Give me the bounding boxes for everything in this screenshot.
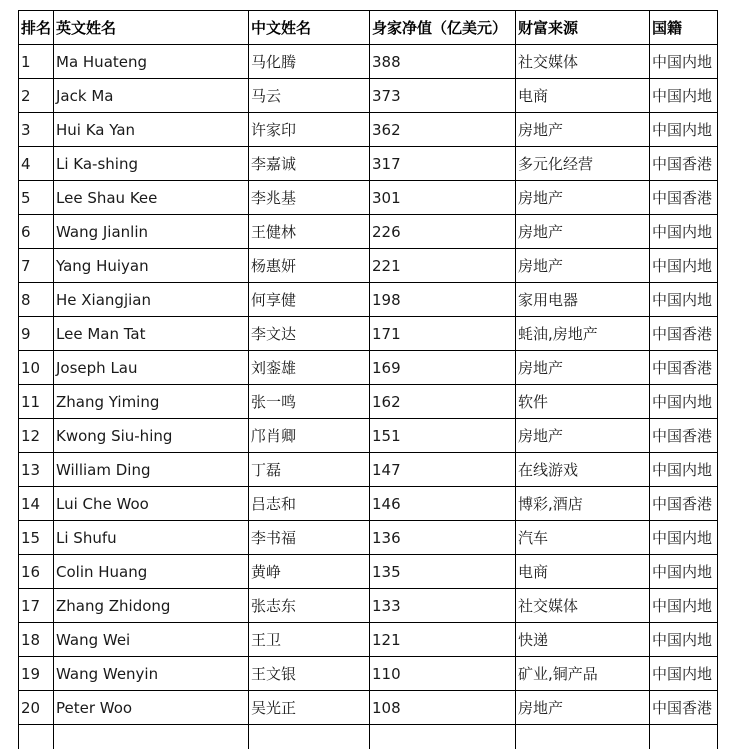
cell-net-worth: 146 [370, 487, 516, 521]
header-row [19, 11, 718, 45]
table-row [19, 691, 718, 725]
cell-english-name: Wang Wei [54, 623, 249, 657]
cell-english-name: Jack Ma [54, 79, 249, 113]
header-chinese-name: 中文姓名 [249, 11, 370, 45]
cell-english-name: Joseph Lau [54, 351, 249, 385]
cell-wealth-source: 矿业,铜产品 [516, 657, 650, 691]
cell-nationality: 中国香港 [650, 147, 718, 181]
cell-rank: 17 [19, 589, 54, 623]
table-container [18, 10, 718, 749]
cell-rank: 9 [19, 317, 54, 351]
cell-chinese-name: 张一鸣 [249, 385, 370, 419]
cell-net-worth: 169 [370, 351, 516, 385]
cell-chinese-name: 杨惠妍 [249, 249, 370, 283]
cell-nationality: 中国内地 [650, 521, 718, 555]
cell-wealth-source: 快递 [516, 623, 650, 657]
cell-net-worth: 136 [370, 521, 516, 555]
cell-wealth-source: 软件 [516, 385, 650, 419]
header-rank: 排名 [19, 11, 54, 45]
cell-english-name: He Xiangjian [54, 283, 249, 317]
cell-rank: 12 [19, 419, 54, 453]
cell-chinese-name: 李文达 [249, 317, 370, 351]
cell-chinese-name: 吕志和 [249, 487, 370, 521]
cell-net-worth: 373 [370, 79, 516, 113]
cell-wealth-source: 房地产 [516, 691, 650, 725]
cell-chinese-name: 黄峥 [249, 555, 370, 589]
header-net-worth: 身家净值（亿美元） [370, 11, 516, 45]
cell-wealth-source: 汽车 [516, 521, 650, 555]
table-row [19, 487, 718, 521]
cell-chinese-name: 李兆基 [249, 181, 370, 215]
cell-chinese-name: 邝肖卿 [249, 419, 370, 453]
cell-chinese-name: 王文银 [249, 657, 370, 691]
billionaire-table [18, 10, 718, 749]
cell-wealth-source: 在线游戏 [516, 453, 650, 487]
cell-wealth-source: 房地产 [516, 351, 650, 385]
cell-net-worth: 198 [370, 283, 516, 317]
cell-wealth-source: 房地产 [516, 249, 650, 283]
cell-rank: 6 [19, 215, 54, 249]
cell-english-name: Zhang Yiming [54, 385, 249, 419]
cell-english-name: Wang Jianlin [54, 215, 249, 249]
cell-net-worth: 362 [370, 113, 516, 147]
cell-nationality: 中国内地 [650, 113, 718, 147]
cell-english-name: Kwong Siu-hing [54, 419, 249, 453]
cell-rank: 8 [19, 283, 54, 317]
cell-nationality: 中国内地 [650, 453, 718, 487]
cell-english-name: William Ding [54, 453, 249, 487]
cell-english-name: Yang Huiyan [54, 249, 249, 283]
cell-english-name: Li Shufu [54, 521, 249, 555]
cell-english-name: Peter Woo [54, 691, 249, 725]
cell-net-worth: 171 [370, 317, 516, 351]
cell-english-name: Zhang Zhidong [54, 589, 249, 623]
cell-nationality: 中国内地 [650, 623, 718, 657]
cell-nationality: 中国内地 [650, 249, 718, 283]
cell-nationality: 中国内地 [650, 385, 718, 419]
table-row [19, 555, 718, 589]
cell-english-name: Li Ka-shing [54, 147, 249, 181]
table-row [19, 317, 718, 351]
cell-net-worth: 221 [370, 249, 516, 283]
cell-wealth-source: 房地产 [516, 419, 650, 453]
header-wealth-source: 财富来源 [516, 11, 650, 45]
header-nationality: 国籍 [650, 11, 718, 45]
cell-chinese-name: 何享健 [249, 283, 370, 317]
cell-nationality: 中国香港 [650, 691, 718, 725]
cell-nationality: 中国内地 [650, 283, 718, 317]
cell-english-name: Colin Huang [54, 555, 249, 589]
table-row [19, 589, 718, 623]
cell-nationality: 中国香港 [650, 419, 718, 453]
cell-english-name: Ma Huateng [54, 45, 249, 79]
cell-rank: 10 [19, 351, 54, 385]
table-row-partial [19, 725, 718, 749]
cell-chinese-name: 李嘉诚 [249, 147, 370, 181]
table-row [19, 283, 718, 317]
cell-wealth-source: 多元化经营 [516, 147, 650, 181]
table-row [19, 215, 718, 249]
table-row [19, 147, 718, 181]
cell-net-worth: 121 [370, 623, 516, 657]
cell-rank: 2 [19, 79, 54, 113]
cell-wealth-source: 房地产 [516, 113, 650, 147]
cell-nationality: 中国内地 [650, 45, 718, 79]
table-row [19, 453, 718, 487]
table-row [19, 657, 718, 691]
cell-chinese-name: 李书福 [249, 521, 370, 555]
empty-cell [249, 725, 370, 749]
empty-cell [54, 725, 249, 749]
cell-net-worth: 135 [370, 555, 516, 589]
cell-nationality: 中国香港 [650, 317, 718, 351]
cell-chinese-name: 张志东 [249, 589, 370, 623]
cell-wealth-source: 房地产 [516, 181, 650, 215]
cell-net-worth: 110 [370, 657, 516, 691]
cell-nationality: 中国内地 [650, 589, 718, 623]
cell-net-worth: 301 [370, 181, 516, 215]
table-row [19, 45, 718, 79]
table-row [19, 385, 718, 419]
cell-rank: 16 [19, 555, 54, 589]
table-row [19, 79, 718, 113]
cell-net-worth: 317 [370, 147, 516, 181]
cell-rank: 14 [19, 487, 54, 521]
empty-cell [516, 725, 650, 749]
table-row [19, 521, 718, 555]
cell-english-name: Lee Man Tat [54, 317, 249, 351]
cell-chinese-name: 马化腾 [249, 45, 370, 79]
empty-cell [370, 725, 516, 749]
cell-net-worth: 226 [370, 215, 516, 249]
cell-rank: 7 [19, 249, 54, 283]
cell-nationality: 中国香港 [650, 487, 718, 521]
cell-rank: 20 [19, 691, 54, 725]
cell-net-worth: 162 [370, 385, 516, 419]
empty-cell [650, 725, 718, 749]
cell-rank: 3 [19, 113, 54, 147]
cell-chinese-name: 王健林 [249, 215, 370, 249]
cell-english-name: Lee Shau Kee [54, 181, 249, 215]
cell-wealth-source: 社交媒体 [516, 589, 650, 623]
table-row [19, 351, 718, 385]
cell-wealth-source: 博彩,酒店 [516, 487, 650, 521]
cell-net-worth: 108 [370, 691, 516, 725]
cell-wealth-source: 社交媒体 [516, 45, 650, 79]
table-row [19, 249, 718, 283]
cell-nationality: 中国内地 [650, 215, 718, 249]
cell-nationality: 中国内地 [650, 657, 718, 691]
cell-nationality: 中国内地 [650, 79, 718, 113]
cell-wealth-source: 蚝油,房地产 [516, 317, 650, 351]
cell-nationality: 中国香港 [650, 351, 718, 385]
cell-nationality: 中国内地 [650, 555, 718, 589]
cell-net-worth: 147 [370, 453, 516, 487]
cell-net-worth: 388 [370, 45, 516, 79]
cell-chinese-name: 马云 [249, 79, 370, 113]
table-row [19, 181, 718, 215]
cell-net-worth: 151 [370, 419, 516, 453]
cell-wealth-source: 电商 [516, 555, 650, 589]
cell-wealth-source: 家用电器 [516, 283, 650, 317]
cell-chinese-name: 刘銮雄 [249, 351, 370, 385]
cell-rank: 11 [19, 385, 54, 419]
cell-chinese-name: 吴光正 [249, 691, 370, 725]
cell-rank: 19 [19, 657, 54, 691]
cell-wealth-source: 电商 [516, 79, 650, 113]
cell-rank: 15 [19, 521, 54, 555]
table-row [19, 419, 718, 453]
cell-english-name: Wang Wenyin [54, 657, 249, 691]
cell-rank: 18 [19, 623, 54, 657]
cell-rank: 5 [19, 181, 54, 215]
cell-rank: 4 [19, 147, 54, 181]
header-english-name: 英文姓名 [54, 11, 249, 45]
table-row [19, 113, 718, 147]
cell-chinese-name: 王卫 [249, 623, 370, 657]
cell-rank: 13 [19, 453, 54, 487]
cell-net-worth: 133 [370, 589, 516, 623]
empty-cell [19, 725, 54, 749]
cell-english-name: Hui Ka Yan [54, 113, 249, 147]
cell-nationality: 中国香港 [650, 181, 718, 215]
cell-wealth-source: 房地产 [516, 215, 650, 249]
cell-chinese-name: 丁磊 [249, 453, 370, 487]
cell-english-name: Lui Che Woo [54, 487, 249, 521]
cell-chinese-name: 许家印 [249, 113, 370, 147]
table-row [19, 623, 718, 657]
cell-rank: 1 [19, 45, 54, 79]
